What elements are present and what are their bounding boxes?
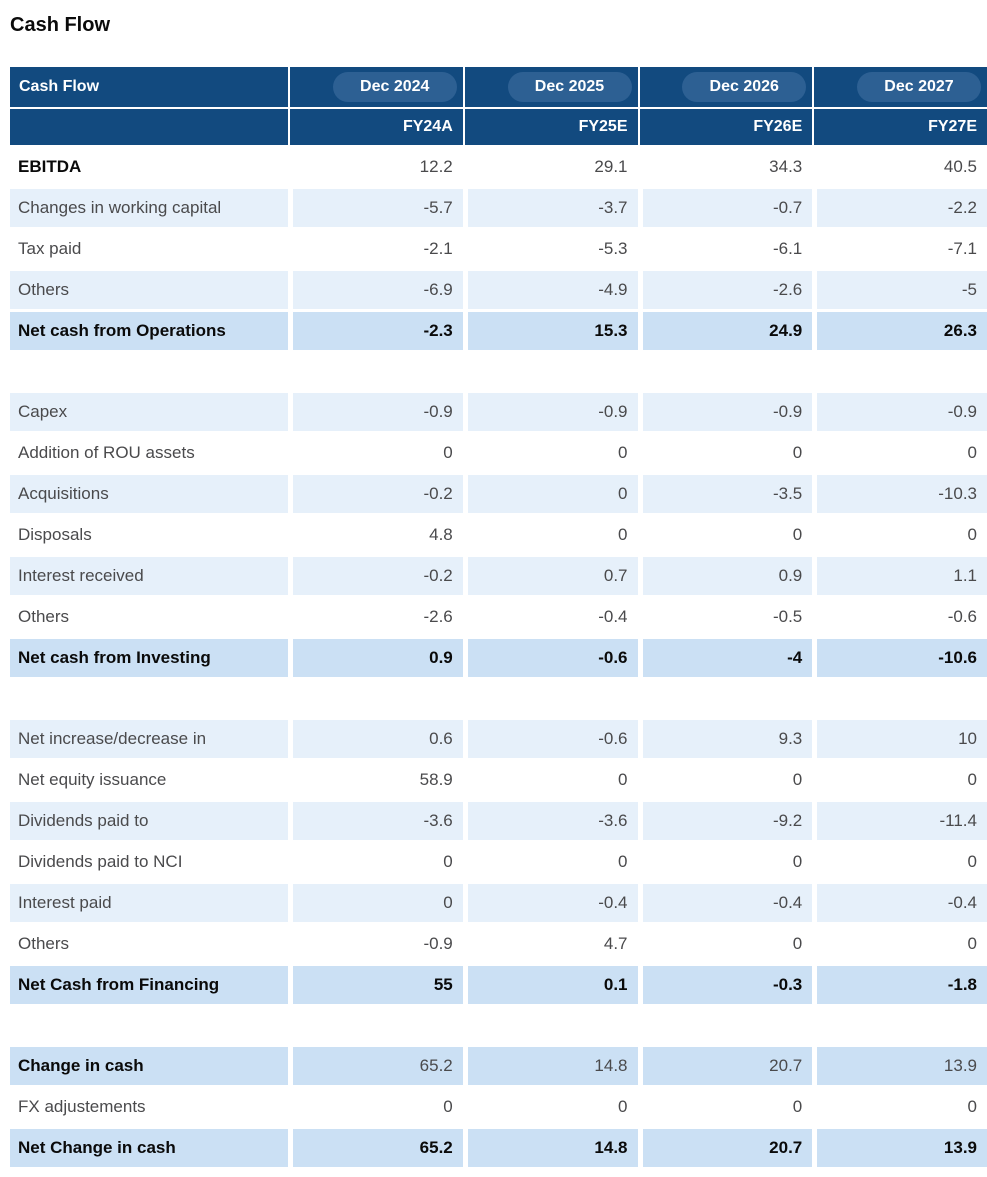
header-period-cell [465,67,638,107]
cell-value: -10.6 [817,639,987,677]
cell-value: -3.6 [468,802,638,840]
table-header [10,67,987,145]
cell-value: -0.7 [643,189,813,227]
header-fiscal-cell: FY27E [814,109,987,145]
table-row [10,925,987,963]
header-fiscal-cell: FY25E [465,109,638,145]
row-label: Interest received [10,557,288,595]
cell-value: -6.9 [293,271,463,309]
header-period-row [10,67,987,107]
row-label: Tax paid [10,230,288,268]
cell-value: 0 [817,1088,987,1126]
table-row [10,1047,987,1085]
cell-value: 0 [293,843,463,881]
cell-value: -0.6 [468,720,638,758]
row-label: Changes in working capital [10,189,288,227]
cell-value: 0 [817,761,987,799]
table-row [10,1088,987,1126]
cell-value: 0.9 [293,639,463,677]
cell-value: 24.9 [643,312,813,350]
cell-value: -5.7 [293,189,463,227]
row-label: Acquisitions [10,475,288,513]
table-row [10,475,987,513]
cell-value: -3.7 [468,189,638,227]
cell-value: 29.1 [468,148,638,186]
row-label: Change in cash [10,1047,288,1085]
section-spacer [10,680,987,720]
row-label: Net cash from Investing [10,639,288,677]
cell-value: -0.5 [643,598,813,636]
cell-value: -0.4 [643,884,813,922]
row-label: Others [10,271,288,309]
cell-value: 13.9 [817,1129,987,1167]
cell-value: -2.1 [293,230,463,268]
cell-value: -2.2 [817,189,987,227]
cell-value: -5 [817,271,987,309]
row-label: Interest paid [10,884,288,922]
cell-value: -2.3 [293,312,463,350]
cell-value: 14.8 [468,1129,638,1167]
period-pill[interactable]: Dec 2026 [682,72,806,102]
table-row [10,148,987,186]
row-label: Addition of ROU assets [10,434,288,472]
cell-value: -1.8 [817,966,987,1004]
cell-value: -0.9 [817,393,987,431]
cell-value: 0 [817,434,987,472]
cell-value: 20.7 [643,1047,813,1085]
cell-value: -2.6 [643,271,813,309]
table-row [10,312,987,350]
row-label: Capex [10,393,288,431]
row-label: Net increase/decrease in [10,720,288,758]
row-label: FX adjustements [10,1088,288,1126]
cell-value: 0 [817,925,987,963]
cell-value: -0.2 [293,557,463,595]
cell-value: -9.2 [643,802,813,840]
row-label: Net Cash from Financing [10,966,288,1004]
section-spacer [10,353,987,393]
cell-value: -2.6 [293,598,463,636]
period-pill[interactable]: Dec 2024 [333,72,457,102]
cell-value: 0 [293,1088,463,1126]
cell-value: -0.2 [293,475,463,513]
table-row [10,516,987,554]
cell-value: 0 [643,925,813,963]
cell-value: 0 [643,434,813,472]
table-row [10,720,987,758]
row-label: Dividends paid to [10,802,288,840]
cell-value: 65.2 [293,1129,463,1167]
cell-value: -4.9 [468,271,638,309]
cell-value: 9.3 [643,720,813,758]
row-label: Others [10,925,288,963]
table-row [10,189,987,227]
cell-value: 20.7 [643,1129,813,1167]
cell-value: -0.6 [468,639,638,677]
cell-value: 0.1 [468,966,638,1004]
period-pill[interactable]: Dec 2025 [508,72,632,102]
cell-value: 0 [817,516,987,554]
cell-value: 13.9 [817,1047,987,1085]
cell-value: 26.3 [817,312,987,350]
row-label: Net cash from Operations [10,312,288,350]
cell-value: 0 [643,1088,813,1126]
header-period-cell [290,67,463,107]
cell-value: 0 [817,843,987,881]
table-row [10,393,987,431]
section-spacer [10,1007,987,1047]
cell-value: 0 [643,761,813,799]
header-table-title: Cash Flow [10,67,288,107]
cell-value: 0.7 [468,557,638,595]
cell-value: -0.9 [293,925,463,963]
cell-value: 0 [643,843,813,881]
cell-value: 10 [817,720,987,758]
cell-value: -7.1 [817,230,987,268]
header-fiscal-cell: FY24A [290,109,463,145]
table-row [10,271,987,309]
cell-value: 58.9 [293,761,463,799]
row-label: Net equity issuance [10,761,288,799]
cell-value: -0.9 [468,393,638,431]
cell-value: 0 [468,475,638,513]
cell-value: -0.4 [817,884,987,922]
header-period-cell [814,67,987,107]
table-row [10,230,987,268]
header-empty-cell [10,109,288,145]
header-fiscal-cell: FY26E [640,109,813,145]
cell-value: 0 [468,843,638,881]
table-row [10,761,987,799]
cell-value: 65.2 [293,1047,463,1085]
cell-value: -0.3 [643,966,813,1004]
cell-value: 34.3 [643,148,813,186]
row-label: Net Change in cash [10,1129,288,1167]
table-row [10,434,987,472]
cell-value: 0 [468,761,638,799]
cell-value: -0.6 [817,598,987,636]
cell-value: 0 [293,434,463,472]
cell-value: -0.4 [468,884,638,922]
cell-value: -4 [643,639,813,677]
cell-value: -0.9 [643,393,813,431]
cell-value: 0 [293,884,463,922]
table-row [10,557,987,595]
cell-value: 12.2 [293,148,463,186]
cell-value: 0.6 [293,720,463,758]
row-label: Disposals [10,516,288,554]
row-label: EBITDA [10,148,288,186]
cell-value: 4.7 [468,925,638,963]
cash-flow-table [10,67,987,1167]
table-row [10,802,987,840]
cell-value: 0 [468,434,638,472]
cell-value: 1.1 [817,557,987,595]
table-row [10,884,987,922]
cell-value: -3.5 [643,475,813,513]
period-pill[interactable]: Dec 2027 [857,72,981,102]
row-label: Others [10,598,288,636]
cell-value: -6.1 [643,230,813,268]
page-title: Cash Flow [10,14,111,36]
cell-value: -0.9 [293,393,463,431]
cell-value: 14.8 [468,1047,638,1085]
table-row [10,1129,987,1167]
cell-value: 4.8 [293,516,463,554]
table-row [10,966,987,1004]
cell-value: -5.3 [468,230,638,268]
table-body [10,148,987,1167]
cell-value: 55 [293,966,463,1004]
cell-value: 0 [468,516,638,554]
cell-value: 40.5 [817,148,987,186]
cell-value: 0 [468,1088,638,1126]
table-row [10,843,987,881]
table-row [10,639,987,677]
cell-value: 0.9 [643,557,813,595]
header-fiscal-row [10,109,987,145]
cell-value: -10.3 [817,475,987,513]
header-period-cell [640,67,813,107]
cell-value: -11.4 [817,802,987,840]
cell-value: 15.3 [468,312,638,350]
cell-value: 0 [643,516,813,554]
cell-value: -3.6 [293,802,463,840]
cell-value: -0.4 [468,598,638,636]
row-label: Dividends paid to NCI [10,843,288,881]
table-row [10,598,987,636]
